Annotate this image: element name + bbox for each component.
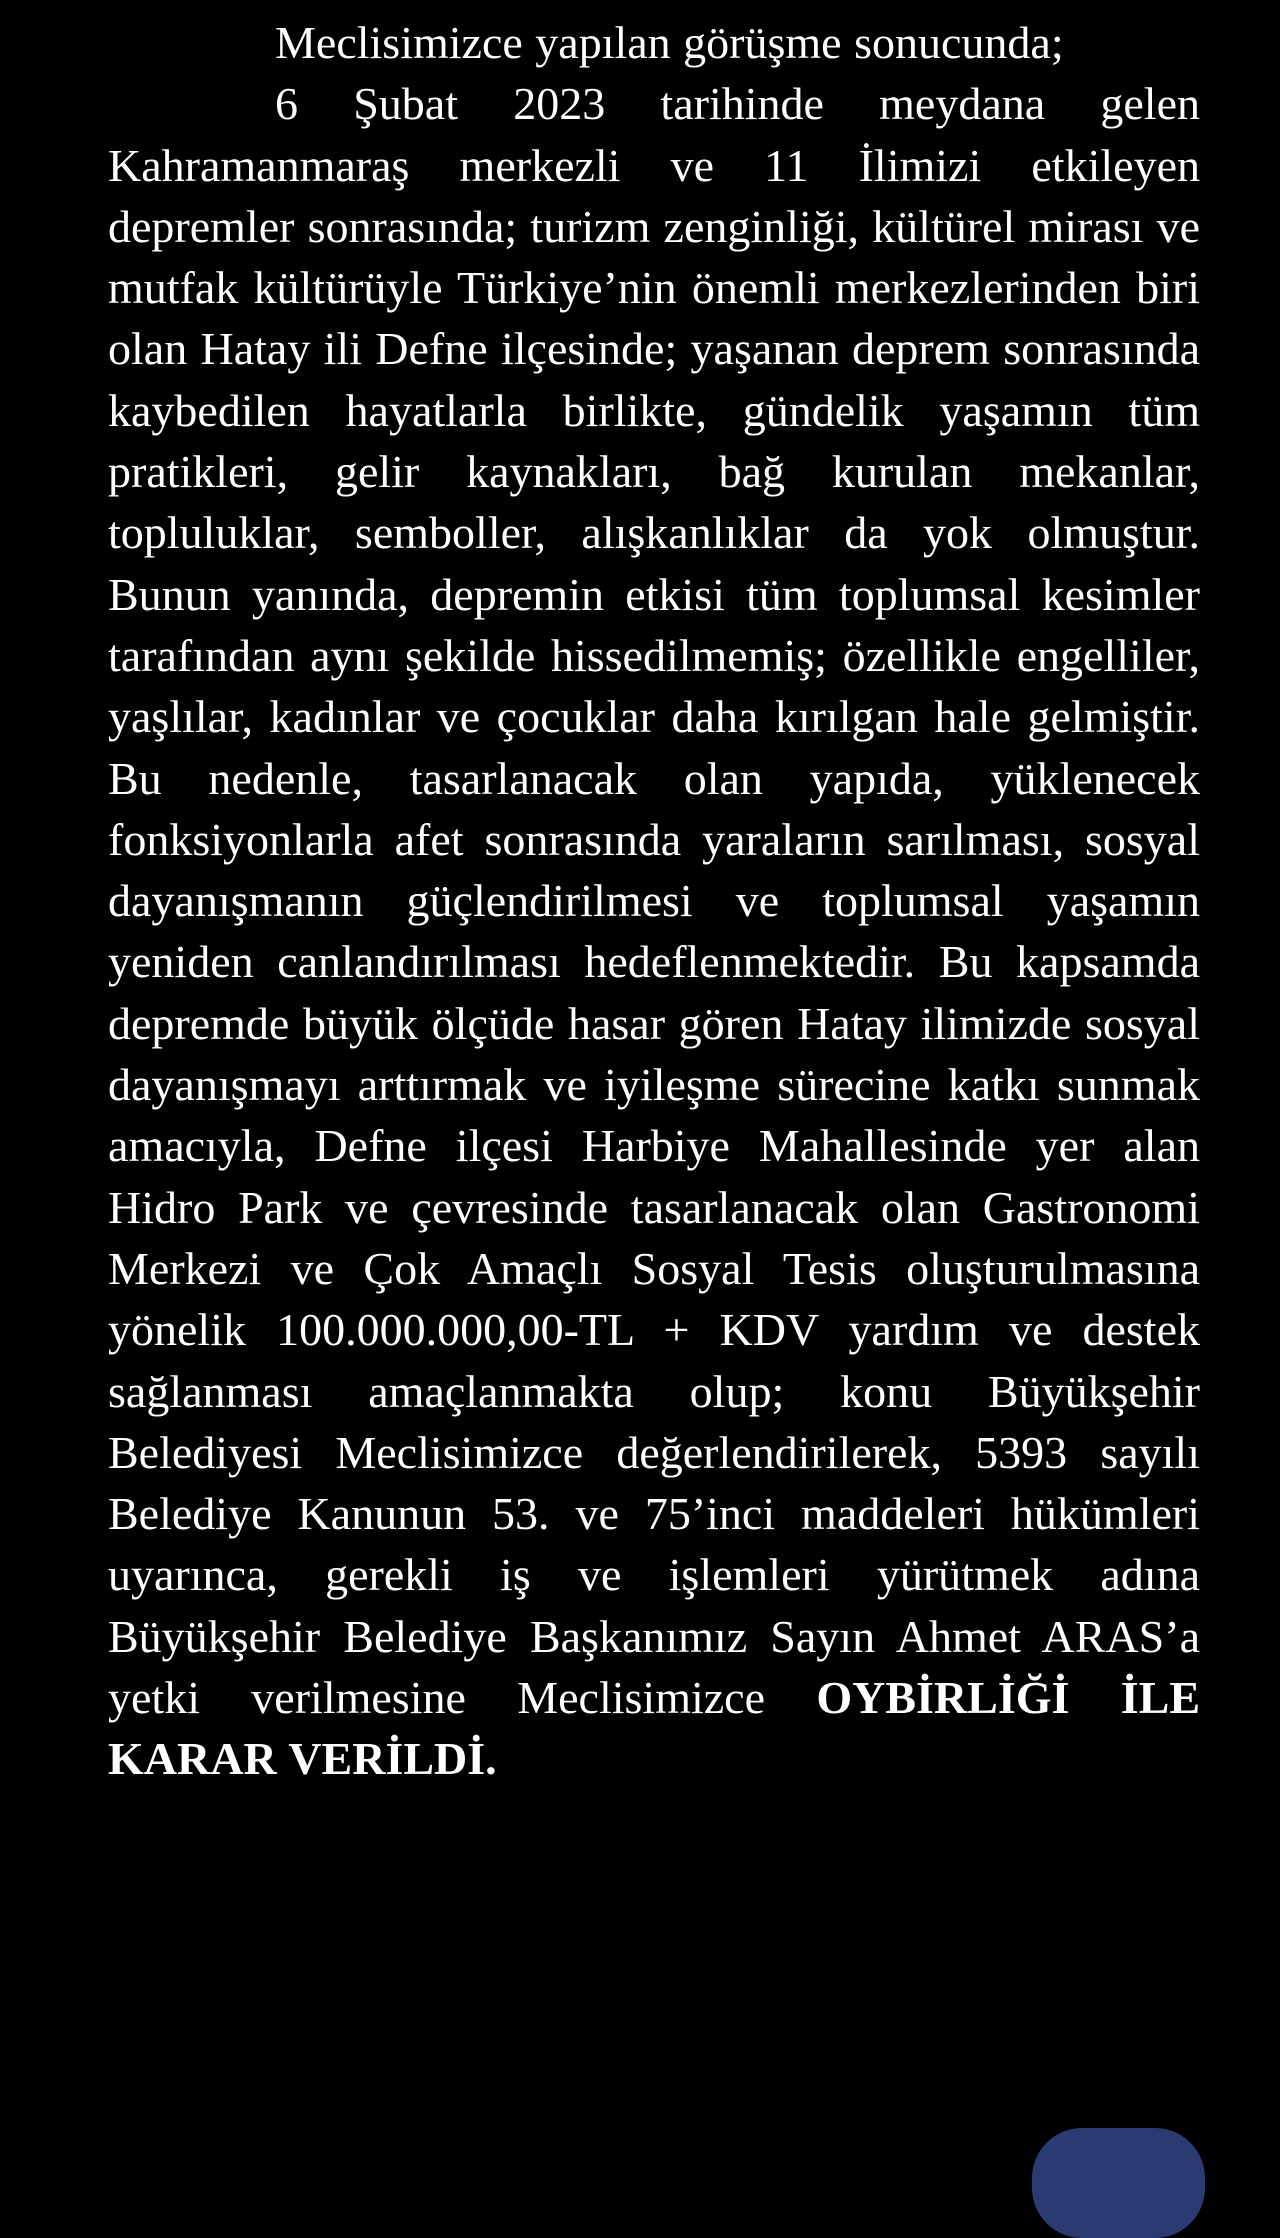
decision-paragraph	[108, 73, 1200, 1789]
document-body	[108, 12, 1200, 1790]
floating-action-button[interactable]	[1032, 2128, 1205, 2238]
intro-text: Meclisimizce yapılan görüşme sonucunda;	[275, 17, 1064, 68]
decision-result-text: OYBİRLİĞİ İLE KARAR VERİLDİ.	[108, 1672, 1200, 1785]
decision-body-text: 6 Şubat 2023 tarihinde meydana gelen Kahramanmaraş merkezli ve 11 İlimizi etkileyen depremler sonrasında; turizm zenginliği, kültürel mirası ve mutfak kültürüyle Türkiye’nin önemli merkezlerinden biri olan Hatay ili Defne ilçesinde; yaşanan deprem sonrasında kaybedilen hayatlarla birlikte, gündelik yaşamın tüm pratikleri, gelir kaynakları, bağ kurulan mekanlar, topluluklar, semboller, alışkanlıklar da yok olmuştur. Bunun yanında, depremin etkisi tüm toplumsal kesimler tarafından aynı şekilde hissedilmemiş; özellikle engelliler, yaşlılar, kadınlar ve çocuklar daha kırılgan hale gelmiştir. Bu nedenle, tasarlanacak olan yapıda, yüklenecek fonksiyonlarla afet sonrasında yaraların sarılması, sosyal dayanışmanın güçlendirilmesi ve toplumsal yaşamın yeniden canlandırılması hedeflenmektedir. Bu kapsamda depremde büyük ölçüde hasar gören Hatay ilimizde sosyal dayanışmayı arttırmak ve iyileşme sürecine katkı sunmak amacıyla, Defne ilçesi Harbiye Mahallesinde yer alan Hidro Park ve çevresinde tasarlanacak olan Gastronomi Merkezi ve Çok Amaçlı Sosyal Tesis oluşturulmasına yönelik 100.000.000,00-TL + KDV yardım ve destek sağlanması amaçlanmakta olup; konu Büyükşehir Belediyesi Meclisimizce değerlendirilerek, 5393 sayılı Belediye Kanunun 53. ve 75’inci maddeleri hükümleri uyarınca, gerekli iş ve işlemleri yürütmek adına Büyükşehir Belediye Başkanımız Sayın Ahmet ARAS’a yetki verilmesine Meclisimizce	[108, 78, 1200, 1724]
intro-paragraph	[108, 12, 1200, 73]
